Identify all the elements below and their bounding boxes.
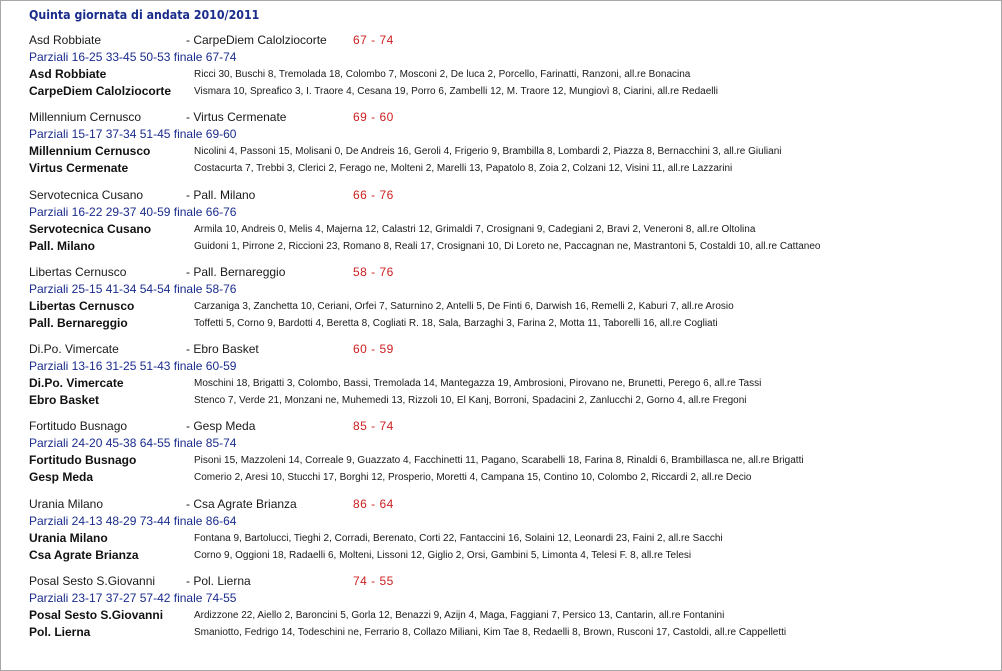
away-roster-team: Csa Agrate Brianza (29, 548, 139, 562)
away-roster-team: Virtus Cermenate (29, 161, 129, 175)
away-roster-players: Comerio 2, Aresi 10, Stucchi 17, Borghi 12, Prosperio, Moretti 4, Campana 15, Contino 10, Colombo 2, Riccardi 2, all.re Decio (194, 472, 752, 483)
away-roster-players: Vismara 10, Spreafico 3, I. Traore 4, Cesana 19, Porro 6, Zambelli 12, M. Traore 12, Mungiovì 8, Ciarini, all.re Redaelli (194, 86, 718, 97)
home-team: Servotecnica Cusano (29, 188, 144, 202)
away-team: - Virtus Cermenate (186, 110, 287, 124)
partial-scores: Parziali 13-16 31-25 51-43 finale 60-59 (29, 359, 237, 373)
home-roster-team: Servotecnica Cusano (29, 222, 152, 236)
home-team: Urania Milano (29, 497, 104, 511)
home-roster-players: Fontana 9, Bartolucci, Tieghi 2, Corradi, Berenato, Corti 22, Fantaccini 16, Solaini 12, Leonardi 23, Faini 2, all.re Sacchi (194, 533, 723, 544)
away-roster-players: Corno 9, Oggioni 18, Radaelli 6, Molteni, Lissoni 12, Giglio 2, Orsi, Gambini 5, Limonta 4, Telesi F. 8, all.re Telesi (194, 550, 692, 561)
match-block (29, 188, 989, 260)
away-team: - CarpeDiem Calolziocorte (186, 33, 327, 47)
home-roster-players: Ardizzone 22, Aiello 2, Baroncini 5, Gorla 12, Benazzi 9, Azijn 4, Maga, Faggiani 7, Persico 13, Cantarin, all.re Fontanini (194, 610, 725, 621)
partial-scores: Parziali 15-17 37-34 51-45 finale 69-60 (29, 127, 237, 141)
match-block (29, 342, 989, 414)
away-roster-team: Gesp Meda (29, 470, 94, 484)
away-roster-players: Costacurta 7, Trebbi 3, Clerici 2, Ferago ne, Molteni 2, Marelli 13, Papatolo 8, Zoia 2, Colzani 12, Visini 11, all.re Lazzarini (194, 163, 733, 174)
partial-scores: Parziali 25-15 41-34 54-54 finale 58-76 (29, 282, 237, 296)
home-roster-team: Asd Robbiate (29, 67, 107, 81)
partial-scores: Parziali 24-13 48-29 73-44 finale 86-64 (29, 514, 237, 528)
match-block (29, 110, 989, 182)
partial-scores: Parziali 23-17 37-27 57-42 finale 74-55 (29, 591, 237, 605)
home-team: Fortitudo Busnago (29, 419, 128, 433)
final-score: 86 - 64 (353, 497, 394, 511)
home-team: Di.Po. Vimercate (29, 342, 119, 356)
home-team: Asd Robbiate (29, 33, 102, 47)
final-score: 67 - 74 (353, 33, 394, 47)
match-block (29, 33, 989, 105)
final-score: 66 - 76 (353, 188, 394, 202)
away-team: - Csa Agrate Brianza (186, 497, 297, 511)
final-score: 58 - 76 (353, 265, 394, 279)
match-block (29, 497, 989, 569)
away-roster-players: Guidoni 1, Pirrone 2, Riccioni 23, Romano 8, Reali 17, Crosignani 10, Di Loreto ne, Paccagnan ne, Mastrantoni 5, Costaldi 10, all.re Cattaneo (194, 241, 821, 252)
away-roster-players: Toffetti 5, Corno 9, Bardotti 4, Beretta 8, Cogliati R. 18, Sala, Barzaghi 3, Farina 2, Motta 11, Taborelli 16, all.re Cogliati (194, 318, 718, 329)
home-roster-players: Moschini 18, Brigatti 3, Colombo, Bassi, Tremolada 14, Mantegazza 19, Ambrosioni, Pirovano ne, Brunetti, Perego 6, all.re Tassi (194, 378, 762, 389)
final-score: 69 - 60 (353, 110, 394, 124)
match-block (29, 419, 989, 491)
home-roster-team: Fortitudo Busnago (29, 453, 137, 467)
away-roster-team: Pol. Lierna (29, 625, 91, 639)
page-title: Quinta giornata di andata 2010/2011 (29, 8, 260, 22)
match-block (29, 574, 989, 646)
home-roster-team: Posal Sesto S.Giovanni (29, 608, 164, 622)
home-roster-players: Pisoni 15, Mazzoleni 14, Correale 9, Guazzato 4, Facchinetti 11, Pagano, Scarabelli 18, Farina 8, Rinaldi 6, Brambillasca ne, all.re Brigatti (194, 455, 804, 466)
away-roster-team: Pall. Bernareggio (29, 316, 128, 330)
partial-scores: Parziali 24-20 45-38 64-55 finale 85-74 (29, 436, 237, 450)
home-roster-players: Nicolini 4, Passoni 15, Molisani 0, De Andreis 16, Geroli 4, Frigerio 9, Brambilla 8, Lombardi 2, Piazza 8, Bernacchini 3, all.re Giuliani (194, 146, 782, 157)
away-team: - Ebro Basket (186, 342, 259, 356)
match-block (29, 265, 989, 337)
final-score: 85 - 74 (353, 419, 394, 433)
away-team: - Pall. Milano (186, 188, 256, 202)
away-roster-team: CarpeDiem Calolziocorte (29, 84, 172, 98)
home-team: Millennium Cernusco (29, 110, 142, 124)
partial-scores: Parziali 16-22 29-37 40-59 finale 66-76 (29, 205, 237, 219)
final-score: 60 - 59 (353, 342, 394, 356)
home-roster-team: Di.Po. Vimercate (29, 376, 124, 390)
home-team: Posal Sesto S.Giovanni (29, 574, 156, 588)
away-roster-team: Pall. Milano (29, 239, 96, 253)
home-roster-players: Carzaniga 3, Zanchetta 10, Ceriani, Orfei 7, Saturnino 2, Antelli 5, De Finti 6, Darwish 16, Remelli 2, Kaburi 7, all.re Arosio (194, 301, 734, 312)
away-roster-team: Ebro Basket (29, 393, 100, 407)
home-roster-players: Ricci 30, Buschi 8, Tremolada 18, Colombo 7, Mosconi 2, De luca 2, Porcello, Farinatti, Ranzoni, all.re Bonacina (194, 69, 691, 80)
away-team: - Pall. Bernareggio (186, 265, 286, 279)
away-roster-players: Smaniotto, Fedrigo 14, Todeschini ne, Ferrario 8, Collazo Miliani, Kim Tae 8, Redaelli 8, Brown, Rusconi 17, Castoldi, all.re Cappelletti (194, 627, 787, 638)
home-roster-team: Millennium Cernusco (29, 144, 151, 158)
away-team: - Gesp Meda (186, 419, 256, 433)
away-roster-players: Stenco 7, Verde 21, Monzani ne, Muhemedi 13, Rizzoli 10, El Kanj, Borroni, Spadacini 2, Zanlucchi 2, Gorno 4, all.re Fregoni (194, 395, 747, 406)
home-roster-players: Armila 10, Andreis 0, Melis 4, Majerna 12, Calastri 12, Grimaldi 7, Crosignani 9, Cadegiani 2, Bravi 2, Veneroni 8, all.re Oltolina (194, 224, 756, 235)
home-roster-team: Libertas Cernusco (29, 299, 135, 313)
partial-scores: Parziali 16-25 33-45 50-53 finale 67-74 (29, 50, 237, 64)
away-team: - Pol. Lierna (186, 574, 251, 588)
final-score: 74 - 55 (353, 574, 394, 588)
home-roster-team: Urania Milano (29, 531, 108, 545)
home-team: Libertas Cernusco (29, 265, 127, 279)
